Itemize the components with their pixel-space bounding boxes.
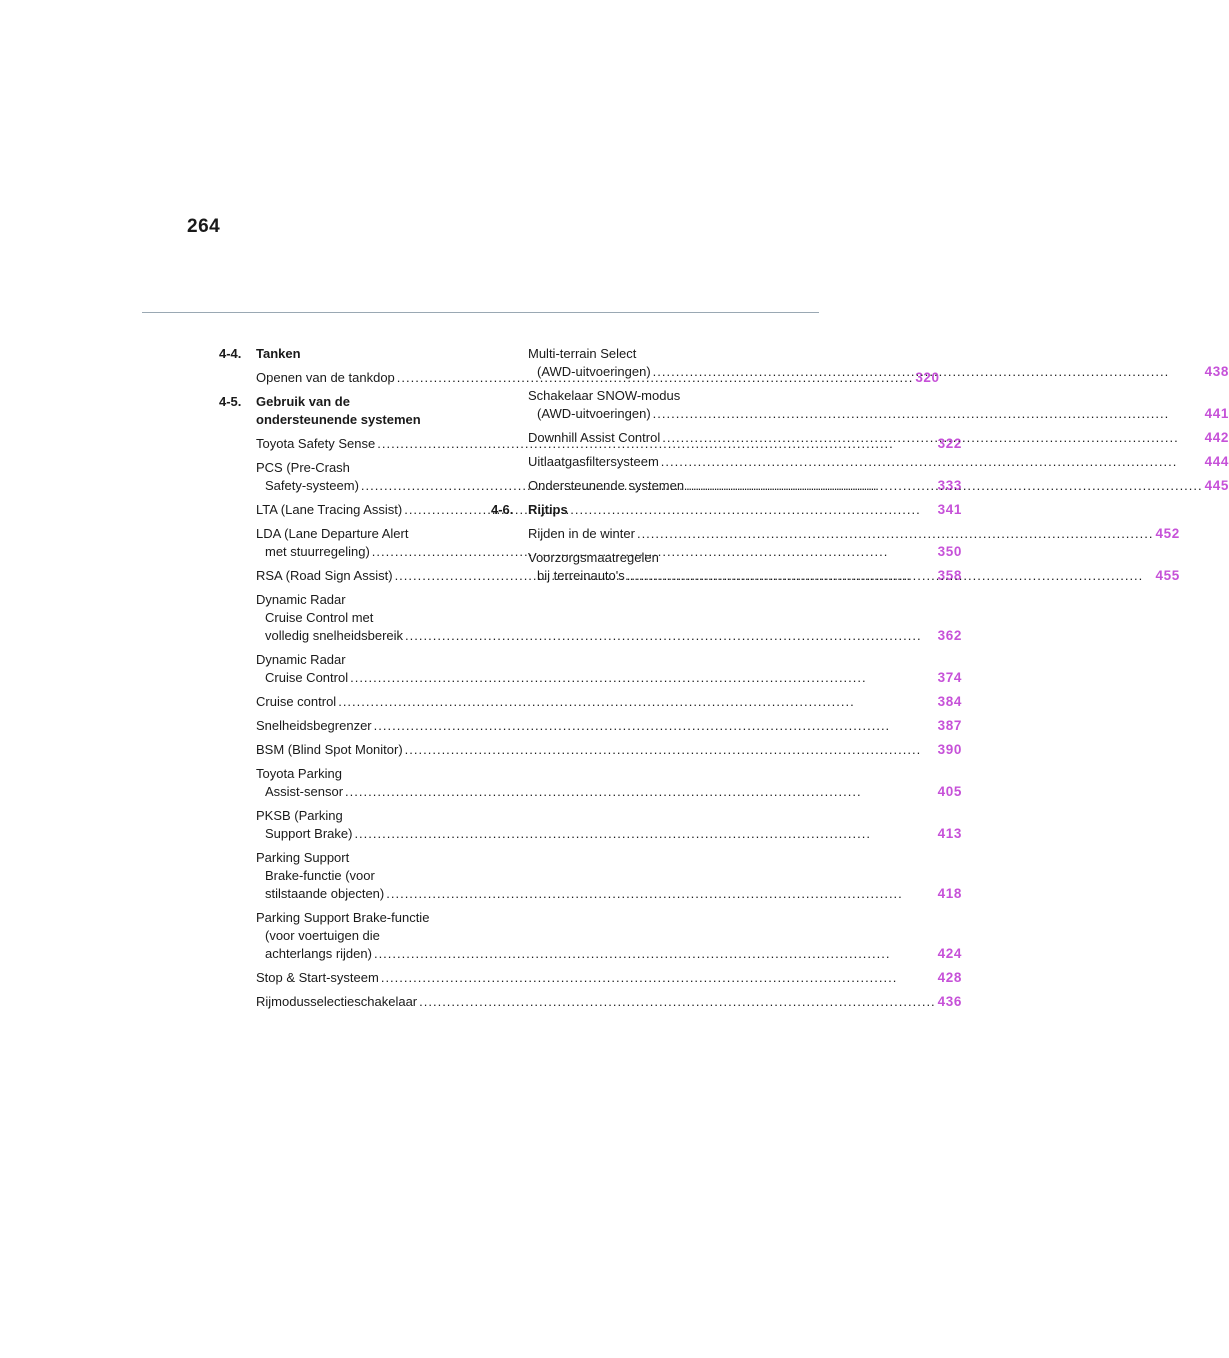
header-rule xyxy=(142,312,819,313)
entry-line xyxy=(528,453,1229,471)
toc-entry[interactable] xyxy=(256,693,962,711)
dot-leader xyxy=(338,693,935,711)
toc-entry[interactable] xyxy=(256,969,962,987)
entry-text: Uitlaatgasfiltersysteem xyxy=(528,454,659,469)
toc-entry[interactable] xyxy=(528,477,1229,495)
entry-text: bij terreinauto's xyxy=(537,568,625,583)
section-title-line: Rijtips xyxy=(528,502,568,517)
page-reference-link[interactable]: 405 xyxy=(937,784,962,799)
section-number: 4-6. xyxy=(491,502,514,517)
toc-entry[interactable] xyxy=(256,909,962,963)
page-reference-link[interactable]: 320 xyxy=(915,370,940,385)
entry-line xyxy=(256,741,962,759)
entry-text: PKSB (Parking xyxy=(256,808,343,823)
entry-line xyxy=(528,549,1180,567)
entry-line xyxy=(256,627,962,645)
toc-entry[interactable] xyxy=(256,651,962,687)
entry-line xyxy=(256,765,962,783)
page-reference-link[interactable]: 322 xyxy=(937,436,962,451)
entry-text: LDA (Lane Departure Alert xyxy=(256,526,409,541)
entry-text: Rijmodusselectieschakelaar xyxy=(256,994,418,1009)
section-body xyxy=(528,501,1180,591)
entry-text: Cruise control xyxy=(256,694,337,709)
page-reference-link[interactable]: 362 xyxy=(937,628,962,643)
entry-text: Dynamic Radar xyxy=(256,652,346,667)
entry-text: Ondersteunende systemen xyxy=(528,478,685,493)
entry-text: (voor voertuigen die xyxy=(265,928,380,943)
page-reference-link[interactable]: 438 xyxy=(1204,364,1229,379)
dot-leader xyxy=(386,885,935,903)
dot-leader xyxy=(686,477,1203,495)
entry-line xyxy=(256,945,962,963)
entry-line xyxy=(256,993,962,1011)
page-number: 264 xyxy=(187,216,221,237)
entry-text: Voorzorgsmaatregelen xyxy=(528,550,659,565)
page-reference-link[interactable]: 444 xyxy=(1204,454,1229,469)
dot-leader xyxy=(419,993,936,1011)
section-body xyxy=(528,345,1229,501)
entry-text: (AWD-uitvoeringen) xyxy=(537,406,651,421)
entry-text: Toyota Parking xyxy=(256,766,342,781)
toc-entry[interactable] xyxy=(528,453,1229,471)
dot-leader xyxy=(637,525,1154,543)
toc-entry[interactable] xyxy=(528,525,1180,543)
entry-line xyxy=(528,477,1229,495)
dot-leader xyxy=(661,453,1203,471)
entry-line xyxy=(256,717,962,735)
dot-leader xyxy=(354,825,935,843)
entry-line xyxy=(256,825,962,843)
page-reference-link[interactable]: 333 xyxy=(937,478,962,493)
entry-text: Parking Support Brake-functie xyxy=(256,910,430,925)
entry-text: PCS (Pre-Crash xyxy=(256,460,350,475)
section-number: 4-4. xyxy=(219,346,242,361)
section-number: 4-5. xyxy=(219,394,242,409)
section-number xyxy=(491,345,528,501)
entry-text: Openen van de tankdop xyxy=(256,370,395,385)
entry-text: met stuurregeling) xyxy=(265,544,370,559)
entry-line xyxy=(256,849,962,867)
toc-entry[interactable] xyxy=(256,591,962,645)
entry-line xyxy=(256,969,962,987)
dot-leader xyxy=(405,741,936,759)
entry-line xyxy=(256,909,962,927)
toc-entry[interactable] xyxy=(256,741,962,759)
dot-leader xyxy=(345,783,936,801)
page-reference-link[interactable]: 390 xyxy=(937,742,962,757)
dot-leader xyxy=(381,969,936,987)
toc-entry[interactable] xyxy=(528,387,1229,423)
dot-leader xyxy=(627,567,1154,585)
entry-text: Support Brake) xyxy=(265,826,353,841)
toc-entry[interactable] xyxy=(256,849,962,903)
dot-leader xyxy=(350,669,936,687)
entry-line xyxy=(528,429,1229,447)
entry-line xyxy=(256,927,962,945)
section-entries xyxy=(528,525,1180,585)
page-reference-link[interactable]: 436 xyxy=(937,994,962,1009)
section-title-line: Gebruik van de xyxy=(256,394,350,409)
toc-entry[interactable] xyxy=(528,429,1229,447)
section-entries xyxy=(528,345,1229,495)
entry-line xyxy=(528,525,1180,543)
dot-leader xyxy=(662,429,1202,447)
entry-line xyxy=(256,693,962,711)
page-reference-link[interactable]: 442 xyxy=(1204,430,1229,445)
entry-line xyxy=(256,669,962,687)
entry-text: Toyota Safety Sense xyxy=(256,436,376,451)
toc-entry[interactable] xyxy=(256,993,962,1011)
entry-text: BSM (Blind Spot Monitor) xyxy=(256,742,403,757)
entry-line xyxy=(528,405,1229,423)
entry-text: stilstaande objecten) xyxy=(265,886,385,901)
entry-text: Stop & Start-systeem xyxy=(256,970,379,985)
entry-text: Cruise Control xyxy=(265,670,349,685)
entry-line xyxy=(256,651,962,669)
entry-text: Dynamic Radar xyxy=(256,592,346,607)
entry-text: Rijden in de winter xyxy=(528,526,635,541)
entry-line xyxy=(256,867,962,885)
page-reference-link[interactable]: 455 xyxy=(1155,568,1180,583)
entry-line xyxy=(256,783,962,801)
entry-line xyxy=(256,591,962,609)
section-title-line: ondersteunende systemen xyxy=(256,412,421,427)
entry-text: Safety-systeem) xyxy=(265,478,359,493)
page-reference-link[interactable]: 441 xyxy=(1204,406,1229,421)
page-reference-link[interactable]: 374 xyxy=(937,670,962,685)
entry-line xyxy=(528,363,1229,381)
entry-line xyxy=(256,609,962,627)
section-title xyxy=(528,501,1180,519)
toc-entry[interactable] xyxy=(256,765,962,801)
entry-text: Downhill Assist Control xyxy=(528,430,661,445)
toc-entry[interactable] xyxy=(256,717,962,735)
entry-line xyxy=(256,885,962,903)
page-reference-link[interactable]: 413 xyxy=(937,826,962,841)
section-title-line: Tanken xyxy=(256,346,301,361)
dot-leader xyxy=(653,405,1203,423)
page-reference-link[interactable]: 424 xyxy=(937,946,962,961)
page-reference-link[interactable]: 418 xyxy=(937,886,962,901)
entry-text: Cruise Control met xyxy=(265,610,374,625)
entry-text: Assist-sensor xyxy=(265,784,344,799)
page-reference-link[interactable]: 384 xyxy=(937,694,962,709)
page-reference-link[interactable]: 341 xyxy=(937,502,962,517)
dot-leader xyxy=(374,945,936,963)
toc-entry[interactable] xyxy=(528,549,1180,585)
page-reference-link[interactable]: 358 xyxy=(937,568,962,583)
entry-text: volledig snelheidsbereik xyxy=(265,628,404,643)
toc-entry[interactable] xyxy=(256,807,962,843)
dot-leader xyxy=(374,717,936,735)
entry-text: Multi-terrain Select xyxy=(528,346,637,361)
entry-text: Schakelaar SNOW-modus xyxy=(528,388,681,403)
entry-text: Snelheidsbegrenzer xyxy=(256,718,372,733)
entry-text: LTA (Lane Tracing Assist) xyxy=(256,502,403,517)
dot-leader xyxy=(405,627,936,645)
entry-text: Brake-functie (voor xyxy=(265,868,375,883)
page-reference-link[interactable]: 350 xyxy=(937,544,962,559)
page-reference-link[interactable]: 452 xyxy=(1155,526,1180,541)
entry-line xyxy=(256,807,962,825)
entry-text: RSA (Road Sign Assist) xyxy=(256,568,393,583)
entry-text: (AWD-uitvoeringen) xyxy=(537,364,651,379)
toc-entry[interactable] xyxy=(528,345,1229,381)
entry-line xyxy=(528,387,1229,405)
page-reference-link[interactable]: 445 xyxy=(1204,478,1229,493)
entry-line xyxy=(528,345,1229,363)
entry-text: Parking Support xyxy=(256,850,350,865)
page-reference-link[interactable]: 428 xyxy=(937,970,962,985)
entry-line xyxy=(528,567,1180,585)
entry-text: achterlangs rijden) xyxy=(265,946,372,961)
page-reference-link[interactable]: 387 xyxy=(937,718,962,733)
dot-leader xyxy=(653,363,1203,381)
